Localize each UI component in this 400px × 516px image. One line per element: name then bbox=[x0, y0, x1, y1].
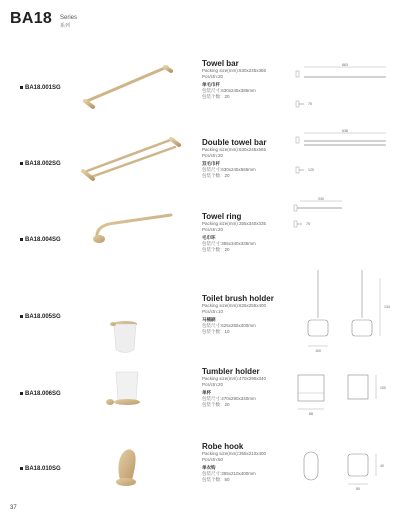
dimension-width: 100 bbox=[315, 349, 321, 353]
product-cn-pack: 包装尺寸:355x340x335mm bbox=[202, 241, 256, 246]
robe-hook-image bbox=[112, 444, 142, 489]
dimension-width: 230 bbox=[318, 197, 324, 201]
product-sku: BA18.010SG bbox=[20, 466, 61, 472]
dimension-width: 638 bbox=[342, 129, 348, 133]
toilet-brush-holder-image bbox=[105, 262, 145, 357]
toilet-brush-holder-drawing bbox=[290, 268, 390, 356]
product-name: Robe hook bbox=[202, 442, 244, 451]
product-cn-name: 毛巾环 bbox=[202, 235, 216, 240]
product-cn-name: 单毛巾杆 bbox=[202, 82, 220, 87]
product-pack: Packing size(mm):630x245x385 bbox=[202, 68, 267, 73]
product-info bbox=[202, 59, 292, 99]
product-cn-pack: 包装尺寸:625x255x400mm bbox=[202, 323, 256, 328]
product-name: Tumbler holder bbox=[202, 367, 260, 376]
series-header bbox=[10, 10, 78, 29]
product-cn-qty: 包装个数：20 bbox=[202, 401, 230, 407]
product-pcs: Pcs/ctn:20 bbox=[202, 152, 224, 158]
tumbler-holder-drawing bbox=[290, 371, 390, 417]
product-cn-pack: 包装尺寸:630x245x565mm bbox=[202, 167, 256, 172]
product-name: Towel bar bbox=[202, 59, 239, 68]
dimension-width: 663 bbox=[342, 63, 348, 67]
product-cn-qty: 包装个数：20 bbox=[202, 172, 230, 178]
product-name: Toilet brush holder bbox=[202, 294, 274, 303]
double-towel-bar-image bbox=[75, 133, 185, 193]
dimension-height: 40 bbox=[380, 464, 384, 468]
product-info bbox=[202, 212, 292, 252]
product-cn-qty: 包装个数：10 bbox=[202, 328, 230, 334]
towel-bar-image bbox=[75, 55, 175, 115]
product-info bbox=[202, 294, 292, 334]
product-cn-name: 单杯 bbox=[202, 390, 211, 395]
dimension-height: 100 bbox=[380, 386, 386, 390]
series-cn: 系列 bbox=[60, 23, 71, 29]
series-word: Series bbox=[60, 15, 78, 21]
product-pcs: Pcs/ctn:20 bbox=[202, 73, 224, 79]
dimension-height: 134 bbox=[384, 305, 390, 309]
product-pack: Packing size(mm):625x255x400 bbox=[202, 303, 267, 308]
product-cn-qty: 包装个数：20 bbox=[202, 93, 230, 99]
product-pcs: Pcs/ctn:50 bbox=[202, 456, 224, 462]
product-info bbox=[202, 138, 292, 178]
product-cn-name: 单衣钩 bbox=[202, 465, 216, 470]
product-name: Towel ring bbox=[202, 212, 242, 221]
product-sku: BA18.002SG bbox=[20, 161, 61, 167]
robe-hook-drawing bbox=[290, 446, 390, 492]
dimension-depth: 75 bbox=[308, 102, 312, 106]
product-cn-name: 马桶刷 bbox=[202, 317, 216, 322]
double-towel-bar-drawing bbox=[290, 127, 390, 187]
product-name: Double towel bar bbox=[202, 138, 267, 147]
towel-bar-drawing bbox=[290, 59, 390, 119]
towel-ring-drawing bbox=[290, 195, 350, 235]
series-code: BA18 bbox=[10, 10, 53, 27]
tumbler-holder-image bbox=[102, 370, 152, 415]
product-cn-qty: 包装个数：50 bbox=[202, 476, 230, 482]
product-sku: BA18.006SG bbox=[20, 391, 61, 397]
product-cn-qty: 包装个数：20 bbox=[202, 246, 230, 252]
product-sku: BA18.005SG bbox=[20, 314, 61, 320]
dimension-depth: 120 bbox=[308, 168, 314, 172]
product-cn-pack: 包装尺寸:630x245x385mm bbox=[202, 88, 256, 93]
towel-ring-image bbox=[75, 205, 185, 255]
page-number: 37 bbox=[10, 505, 17, 511]
product-sku: BA18.001SG bbox=[20, 85, 61, 91]
dimension-depth: 75 bbox=[306, 222, 310, 226]
product-cn-pack: 包装尺寸:355x210x400mm bbox=[202, 471, 256, 476]
product-cn-name: 双毛巾杆 bbox=[202, 161, 220, 166]
product-cn-pack: 包装尺寸:470x290x340mm bbox=[202, 396, 256, 401]
product-pack: Packing size(mm):355x340x335 bbox=[202, 221, 267, 226]
dimension-width: 88 bbox=[309, 412, 313, 416]
product-pack: Packing size(mm):630x245x565 bbox=[202, 147, 267, 152]
product-pack: Packing size(mm):470x290x340 bbox=[202, 376, 267, 381]
product-pcs: Pcs/ctn:20 bbox=[202, 381, 224, 387]
product-info bbox=[202, 442, 292, 482]
product-info bbox=[202, 367, 292, 407]
product-sku: BA18.004SG bbox=[20, 237, 61, 243]
product-pack: Packing size(mm):355x210x400 bbox=[202, 451, 267, 456]
product-pcs: Pcs/ctn:20 bbox=[202, 226, 224, 232]
dimension-width: 50 bbox=[356, 487, 360, 491]
product-pcs: Pcs/ctn:10 bbox=[202, 308, 224, 314]
